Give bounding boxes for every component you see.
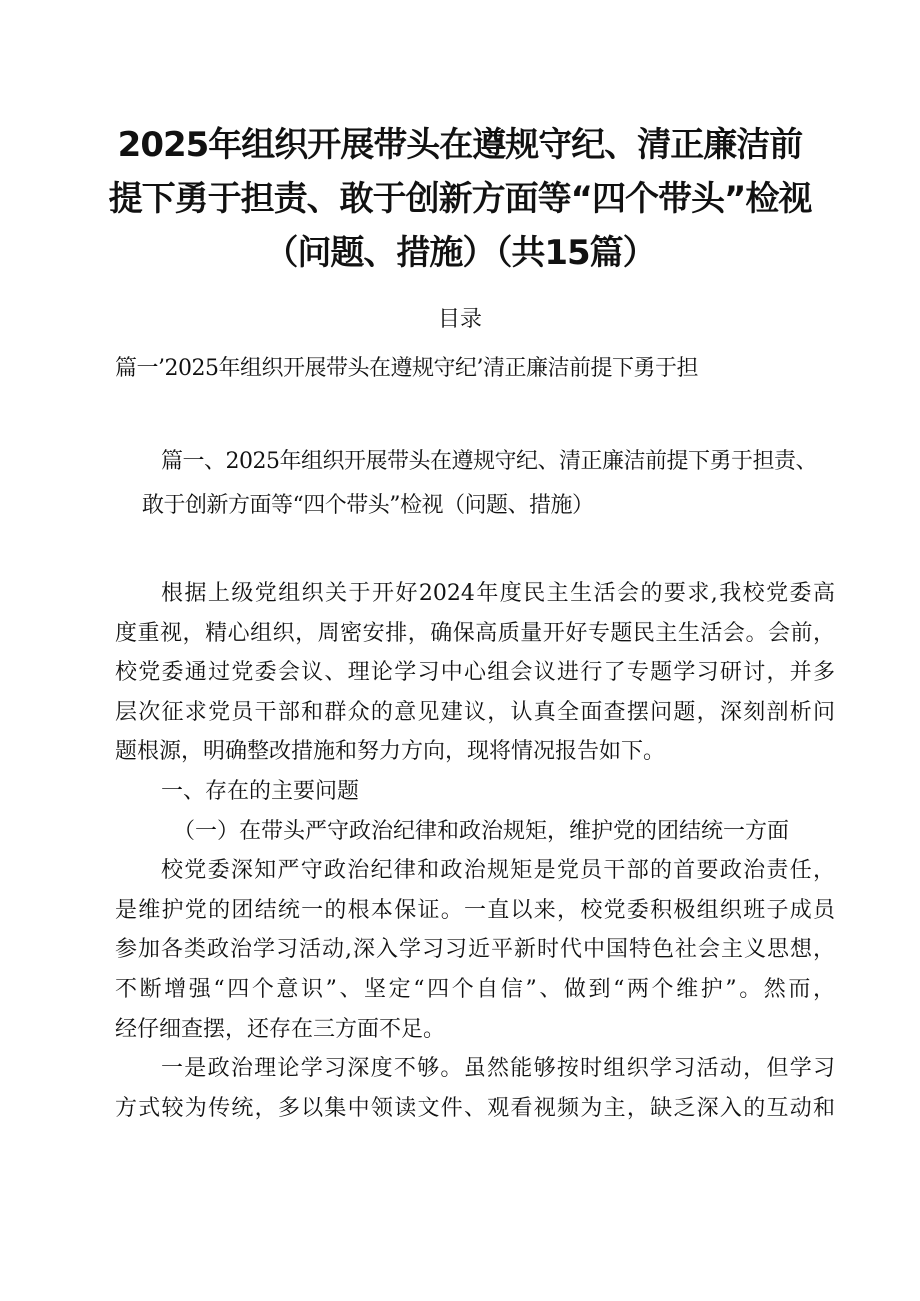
paragraph-line: 题根源，明确整改措施和努力方向，现将情况报告如下。 (115, 739, 666, 765)
paragraph-line: 根据上级党组织关于开好2024年度民主生活会的要求,我校党委高 (161, 581, 835, 606)
body-text (115, 574, 835, 1128)
paragraph-line: 是维护党的团结统一的根本保证。一直以来，校党委积极组织班子成员 (115, 897, 835, 923)
section-title-line: 篇一、2025年组织开展带头在遵规守纪、清正廉洁前提下勇于担责、 (161, 449, 817, 474)
toc-item[interactable]: 篇一’2025年组织开展带头在遵规守纪’清正廉洁前提下勇于担 (115, 356, 698, 381)
toc-heading: 目录 (437, 307, 482, 332)
title-line: （问题、措施）（共15篇） (264, 233, 656, 273)
paragraph-line: 参加各类政治学习活动,深入学习习近平新时代中国特色社会主义思想， (115, 937, 835, 963)
section-heading: 一、存在的主要问题 (161, 778, 360, 804)
section-title-line: 敢于创新方面等“四个带头”检视（问题、措施） (142, 493, 594, 518)
title-line: 2025年组织开展带头在遵规守纪、清正廉洁前 (117, 125, 803, 165)
section-title (115, 440, 855, 528)
paragraph-line: 层次征求党员干部和群众的意见建议，认真全面查摆问题，深刻剖析问 (115, 699, 835, 725)
document-title (100, 118, 820, 280)
paragraph-line: 校党委通过党委会议、理论学习中心组会议进行了专题学习研讨，并多 (115, 660, 835, 686)
subsection-heading: （一）在带头严守政治纪律和政治规矩，维护党的团结统一方面 (173, 818, 790, 844)
paragraph-line: 校党委深知严守政治纪律和政治规矩是党员干部的首要政治责任， (161, 858, 835, 884)
paragraph-line: 度重视，精心组织，周密安排，确保高质量开好专题民主生活会。会前， (115, 620, 835, 646)
paragraph-line: 一是政治理论学习深度不够。虽然能够按时组织学习活动，但学习 (161, 1056, 835, 1082)
paragraph-line: 方式较为传统，多以集中领读文件、观看视频为主，缺乏深入的互动和 (115, 1095, 835, 1121)
paragraph-line: 经仔细查摆，还存在三方面不足。 (115, 1016, 446, 1042)
title-line: 提下勇于担责、敢于创新方面等“四个带头”检视 (108, 179, 812, 219)
paragraph-line: 不断增强“四个意识”、坚定“四个自信”、做到“两个维护”。然而， (115, 976, 835, 1002)
